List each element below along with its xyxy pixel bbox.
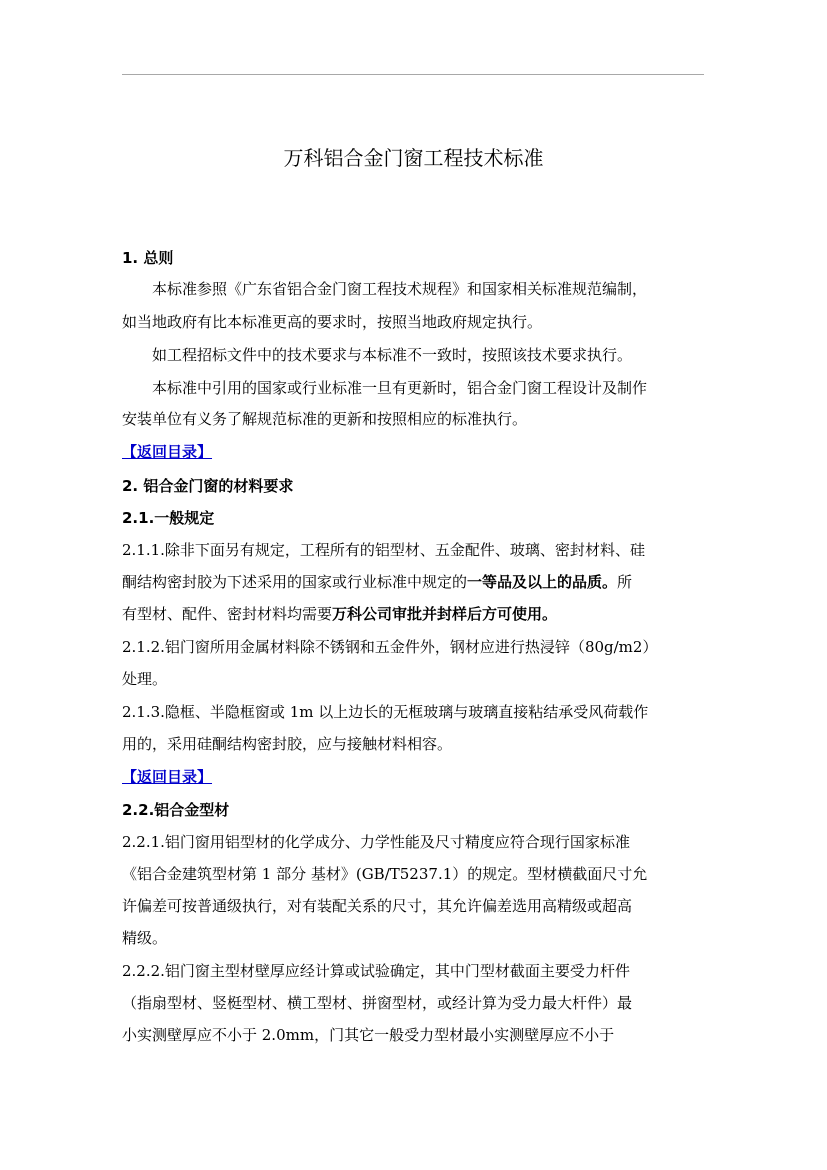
back-to-toc-link[interactable]: 【返回目录】 [122,768,213,786]
text-run: 所 [617,573,633,591]
paragraph-line: 2.2.2.铝门窗主型材壁厚应经计算或试验确定，其中门型材截面主要受力杆件 [122,962,630,980]
subsection-2-1-heading: 2.1.一般规定 [122,509,215,527]
page-title: 万科铝合金门窗工程技术标准 [283,146,544,170]
paragraph-line: （指扇型材、竖梃型材、横工型材、拼窗型材，或经计算为受力最大杆件）最 [122,994,633,1012]
paragraph-line: 本标准中引用的国家或行业标准一旦有更新时，铝合金门窗工程设计及制作 [152,379,648,397]
subsection-2-2-heading: 2.2.铝合金型材 [122,801,230,819]
paragraph-line: 许偏差可按普通级执行，对有装配关系的尺寸，其允许偏差选用高精级或超高 [122,897,633,915]
paragraph-line: 用的，采用硅酮结构密封胶，应与接触材料相容。 [122,735,453,753]
section-2-heading: 2. 铝合金门窗的材料要求 [122,477,294,495]
emphasis-text: 万科公司审批并封样后方可使用。 [332,605,558,623]
paragraph-line: 《铝合金建筑型材第 1 部分 基材》(GB/T5237.1）的规定。型材横截面尺寸允 [122,865,648,883]
paragraph-line: 小实测壁厚应不小于 2.0mm，门其它一般受力型材最小实测壁厚应不小于 [122,1026,615,1044]
section-1-heading: 1. 总则 [122,249,174,267]
back-to-toc-link[interactable]: 【返回目录】 [122,443,213,461]
paragraph-line: 精级。 [122,929,168,947]
paragraph-line [122,571,632,593]
paragraph-line: 2.2.1.铝门窗用铝型材的化学成分、力学性能及尺寸精度应符合现行国家标准 [122,833,630,851]
paragraph-line: 处理。 [122,670,168,688]
text-run: 有型材、配件、密封材料均需要 [122,605,333,623]
paragraph-line: 如工程招标文件中的技术要求与本标准不一致时，按照该技术要求执行。 [152,346,633,364]
paragraph-line: 2.1.2.铝门窗所用金属材料除不锈钢和五金件外，钢材应进行热浸锌（80g/m2） [122,638,658,656]
paragraph-line: 本标准参照《广东省铝合金门窗工程技术规程》和国家相关标准规范编制， [152,280,648,298]
paragraph-line: 如当地政府有比本标准更高的要求时，按照当地政府规定执行。 [122,313,543,331]
text-run: 酮结构密封胶为下述采用的国家或行业标准中规定的 [122,573,468,591]
paragraph-line [122,603,557,625]
paragraph-line: 2.1.1.除非下面另有规定，工程所有的铝型材、五金配件、玻璃、密封材料、硅 [122,541,645,559]
emphasis-text: 一等品及以上的品质。 [467,573,618,591]
paragraph-line: 安装单位有义务了解规范标准的更新和按照相应的标准执行。 [122,410,528,428]
paragraph-line: 2.1.3.隐框、半隐框窗或 1m 以上边长的无框玻璃与玻璃直接粘结承受风荷载作 [122,703,649,721]
header-rule [122,74,704,75]
